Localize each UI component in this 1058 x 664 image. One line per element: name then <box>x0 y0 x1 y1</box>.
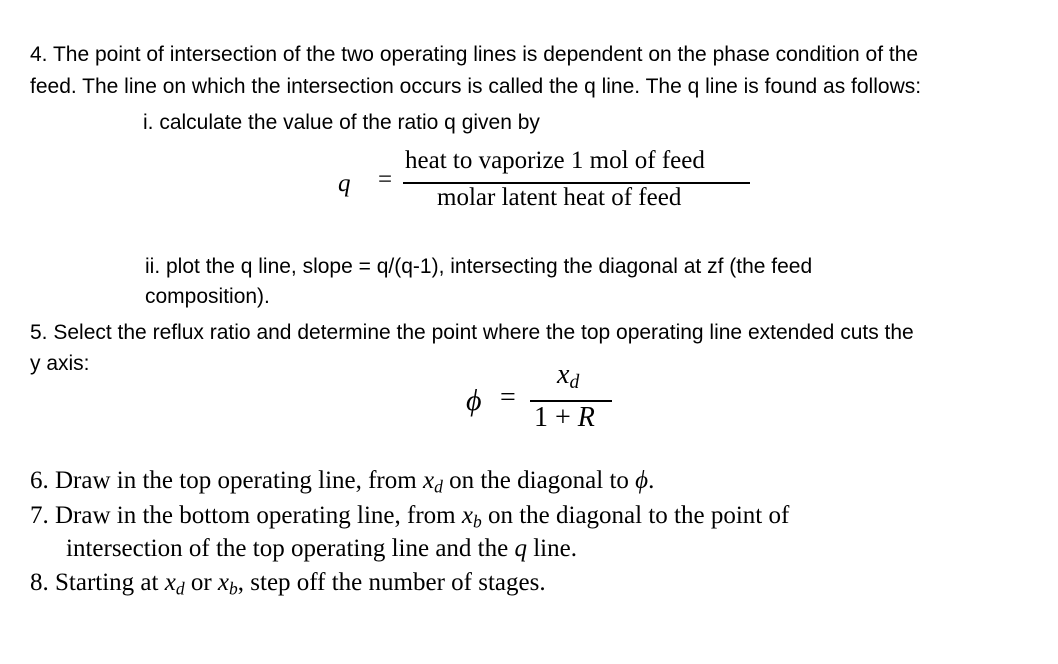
step7-line1: 7. Draw in the bottom operating line, from $x_b$ on the diagonal to the point of <box>30 502 790 532</box>
eq-q-lhs: q <box>338 170 351 197</box>
step4-line1: 4. The point of intersection of the two operating lines is dependent on the phase condition of the <box>30 43 919 66</box>
eq-phi-equals: = <box>500 382 516 413</box>
step8: 8. Starting at $x_d$ or $x_b$, step off the number of stages. <box>30 569 546 599</box>
eq-q-denominator: molar latent heat of feed <box>437 184 682 211</box>
step5-line2: y axis: <box>30 352 90 375</box>
step4-sub-i: i. calculate the value of the ratio q given by <box>143 111 540 134</box>
eq-q-numerator: heat to vaporize 1 mol of feed <box>405 147 705 174</box>
eq-q-equals: = <box>378 166 393 193</box>
step4-sub-ii-line1: ii. plot the q line, slope = q/(q-1), intersecting the diagonal at zf (the feed <box>145 255 813 278</box>
step4-line2: feed. The line on which the intersection occurs is called the q line. The q line is found as follows: <box>30 75 922 98</box>
step7-line2: intersection of the top operating line and the q line. <box>66 535 577 562</box>
step4-sub-ii-line2: composition). <box>145 285 270 308</box>
eq-phi-lhs: ϕ <box>466 384 482 417</box>
step5-line1: 5. Select the reflux ratio and determine the point where the top operating line extended cuts the <box>30 321 914 344</box>
eq-phi-denominator: 1 + R <box>534 402 595 433</box>
step6: 6. Draw in the top operating line, from $x_d$ on the diagonal to ϕ. <box>30 467 655 497</box>
eq-phi-numerator: $x_d$ <box>557 359 580 393</box>
